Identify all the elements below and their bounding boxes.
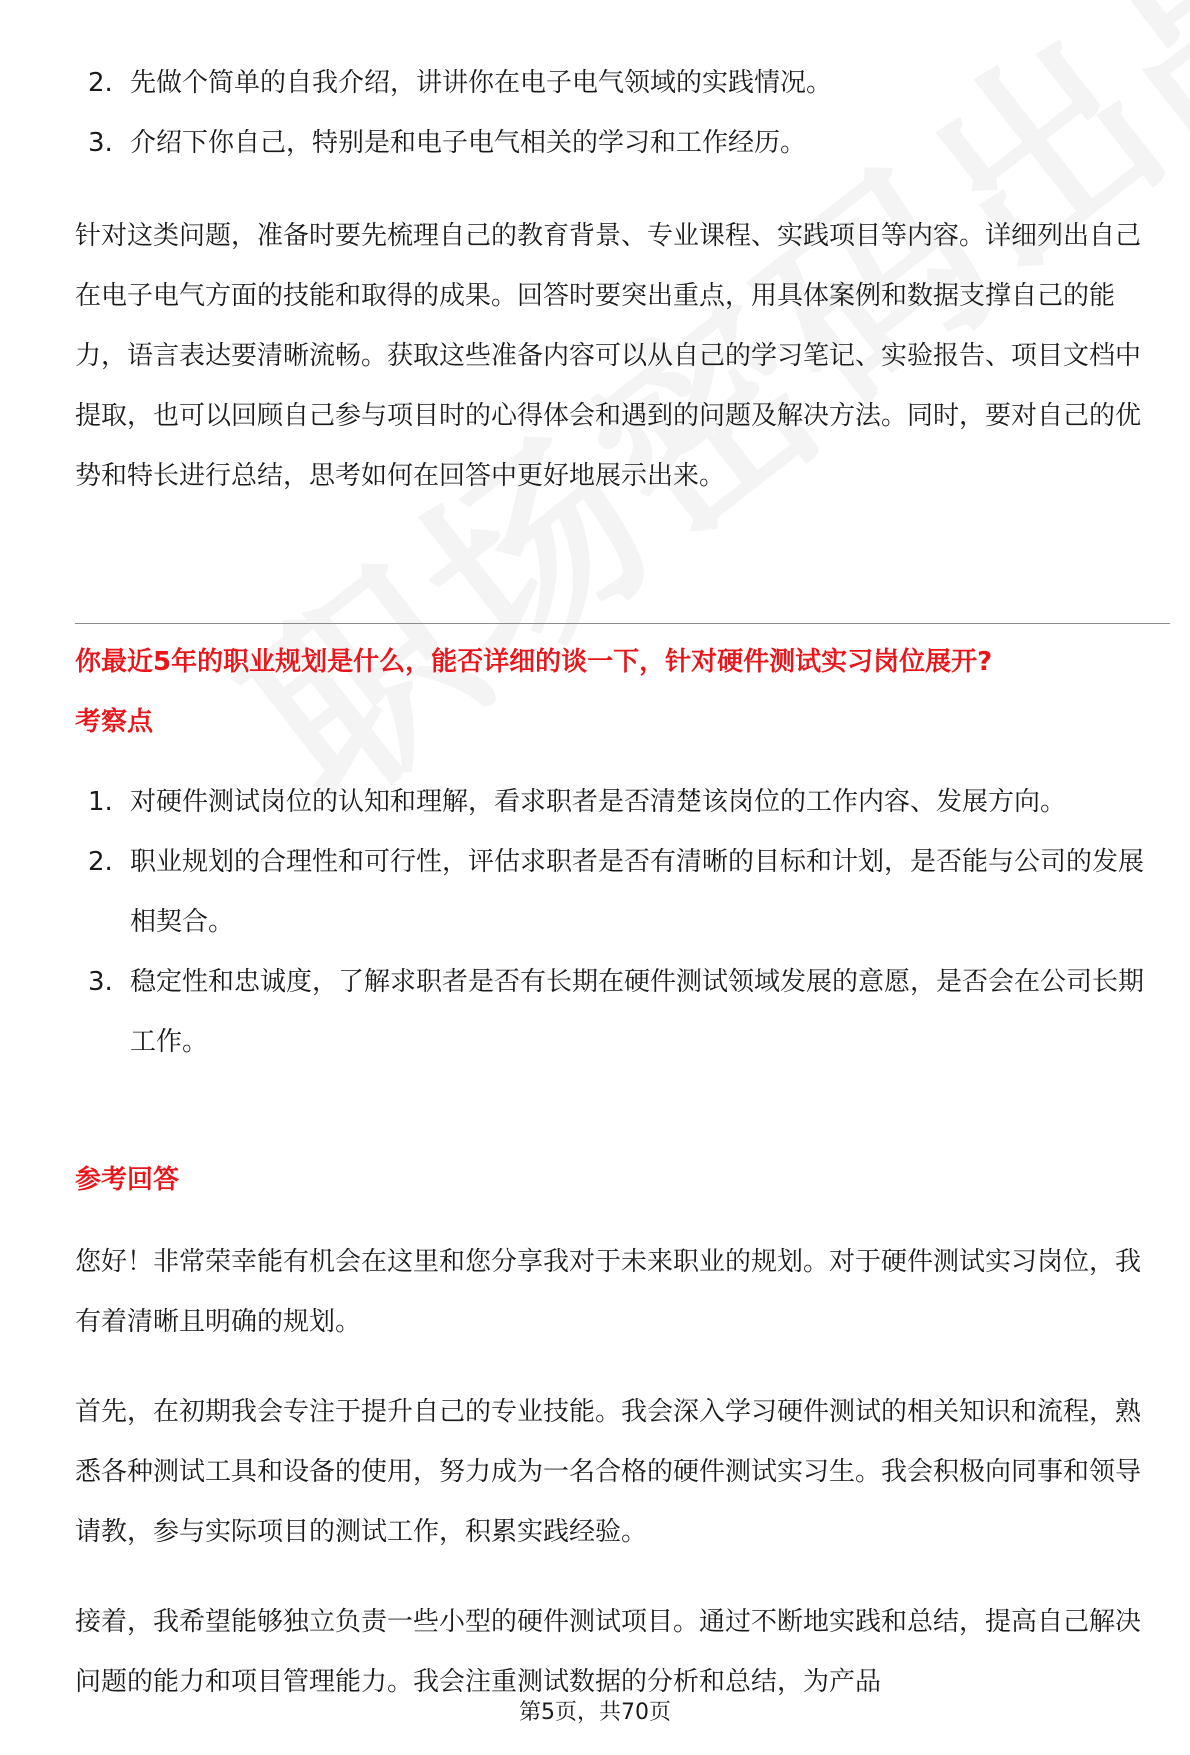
- examine-title: 考察点: [75, 707, 154, 737]
- list-item: [0, 53, 1190, 113]
- list-text: 介绍下你自己，特别是和电子电气相关的学习和工作经历。: [130, 128, 807, 158]
- list-number: 2.: [88, 847, 113, 877]
- examine-points-list: [0, 772, 1190, 1072]
- list-text: 对硬件测试岗位的认知和理解，看求职者是否清楚该岗位的工作内容、发展方向。: [130, 787, 1067, 817]
- answer-paragraph: 您好！非常荣幸能有机会在这里和您分享我对于未来职业的规划。对于硬件测试实习岗位，我有着清晰且明确的规划。: [75, 1247, 1142, 1337]
- prep-paragraph: 针对这类问题，准备时要先梳理自己的教育背景、专业课程、实践项目等内容。详细列出自己在电子电气方面的技能和取得的成果。回答时要突出重点，用具体案例和数据支撑自己的能力，语言表达要清晰流畅。获取这些准备内容可以从自己的学习笔记、实验报告、项目文档中提取，也可以回顾自己参与项目时的心得体会和遇到的问题及解决方法。同时，要对自己的优势和特长进行总结，思考如何在回答中更好地展示出来。: [75, 221, 1142, 491]
- page-number-footer: 第5页，共70页: [519, 1700, 671, 1725]
- list-number: 3.: [88, 967, 113, 997]
- question-heading: 你最近5年的职业规划是什么，能否详细的谈一下，针对硬件测试实习岗位展开?: [75, 647, 993, 677]
- list-number: 3.: [88, 128, 113, 158]
- answer-title: 参考回答: [75, 1165, 180, 1195]
- list-text: 职业规划的合理性和可行性，评估求职者是否有清晰的目标和计划，是否能与公司的发展相契合。: [130, 847, 1145, 937]
- list-item: [0, 952, 1190, 1072]
- list-item: [0, 832, 1190, 952]
- list-number: 1.: [88, 787, 113, 817]
- answer-paragraph: 首先，在初期我会专注于提升自己的专业技能。我会深入学习硬件测试的相关知识和流程，熟悉各种测试工具和设备的使用，努力成为一名合格的硬件测试实习生。我会积极向同事和领导请教，参与实际项目的测试工作，积累实践经验。: [75, 1397, 1142, 1547]
- section-divider: [75, 623, 1170, 624]
- list-number: 2.: [88, 68, 113, 98]
- list-text: 先做个简单的自我介绍，讲讲你在电子电气领域的实践情况。: [130, 68, 833, 98]
- list-item: [0, 113, 1190, 173]
- list-text: 稳定性和忠诚度，了解求职者是否有长期在硬件测试领域发展的意愿，是否会在公司长期工作。: [130, 967, 1145, 1057]
- list-item: [0, 772, 1190, 832]
- top-question-list: [0, 53, 1190, 173]
- answer-paragraph: 接着，我希望能够独立负责一些小型的硬件测试项目。通过不断地实践和总结，提高自己解决问题的能力和项目管理能力。我会注重测试数据的分析和总结，为产品: [75, 1607, 1142, 1697]
